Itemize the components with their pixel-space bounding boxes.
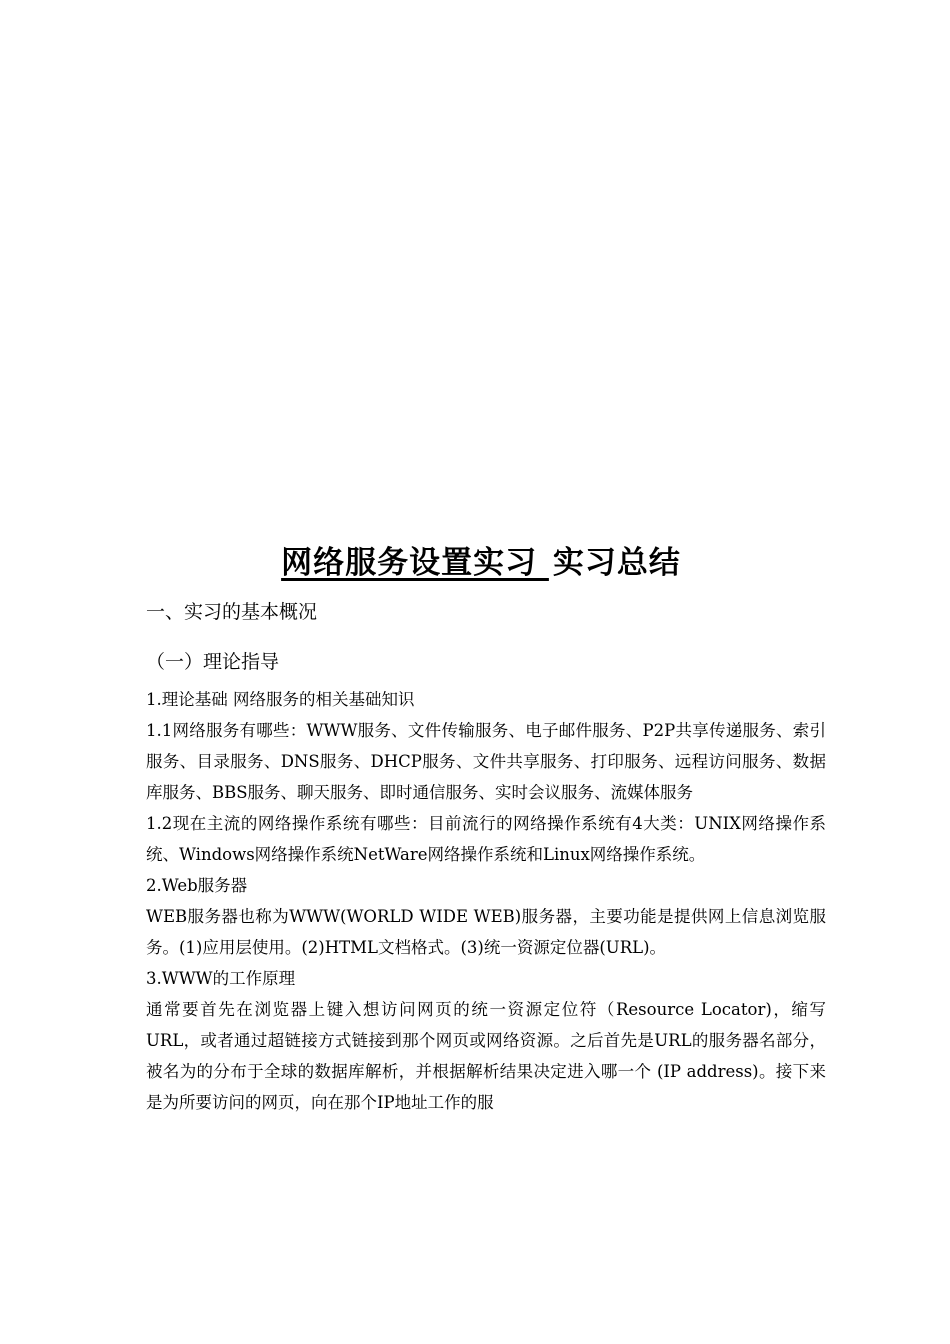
paragraph-theory-basis: 1.理论基础 网络服务的相关基础知识 — [146, 690, 415, 709]
document-title-rest: 实习总结 — [552, 545, 681, 581]
paragraph-network-os: 1.2现在主流的网络操作系统有哪些：目前流行的网络操作系统有4大类：UNIX网络操作系统、Windows网络操作系统NetWare网络操作系统和Linux网络操作系统。 — [146, 814, 826, 864]
paragraph-www-heading: 3.WWW的工作原理 — [146, 969, 296, 988]
subsection-heading: （一）理论指导 — [146, 651, 280, 673]
paragraph-www-principle: 通常要首先在浏览器上键入想访问网页的统一资源定位符（Resource Locator)，缩写URL，或者通过超链接方式链接到那个网页或网络资源。之后首先是URL的服务器名部分，被名为的分布于全球的数据库解析，并根据解析结果决定进入哪一个 (IP address)。接下来是为所要访问的网页，向在那个IP地址工作的服 — [146, 1000, 826, 1112]
paragraph-web-server: WEB服务器也称为WWW(WORLD WIDE WEB)服务器，主要功能是提供网上信息浏览服务。(1)应用层使用。(2)HTML文档格式。(3)统一资源定位器(URL)。 — [146, 907, 826, 957]
document-title-underlined: 网络服务设置实习 — [281, 545, 549, 581]
document-body — [146, 684, 826, 1118]
paragraph-network-services: 1.1网络服务有哪些：WWW服务、文件传输服务、电子邮件服务、P2P共享传递服务、索引服务、目录服务、DNS服务、DHCP服务、文件共享服务、打印服务、远程访问服务、数据库服务、BBS服务、聊天服务、即时通信服务、实时会议服务、流媒体服务 — [146, 721, 826, 802]
paragraph-web-server-heading: 2.Web服务器 — [146, 876, 248, 895]
document-title — [0, 540, 950, 586]
section-heading: 一、实习的基本概况 — [146, 601, 318, 623]
